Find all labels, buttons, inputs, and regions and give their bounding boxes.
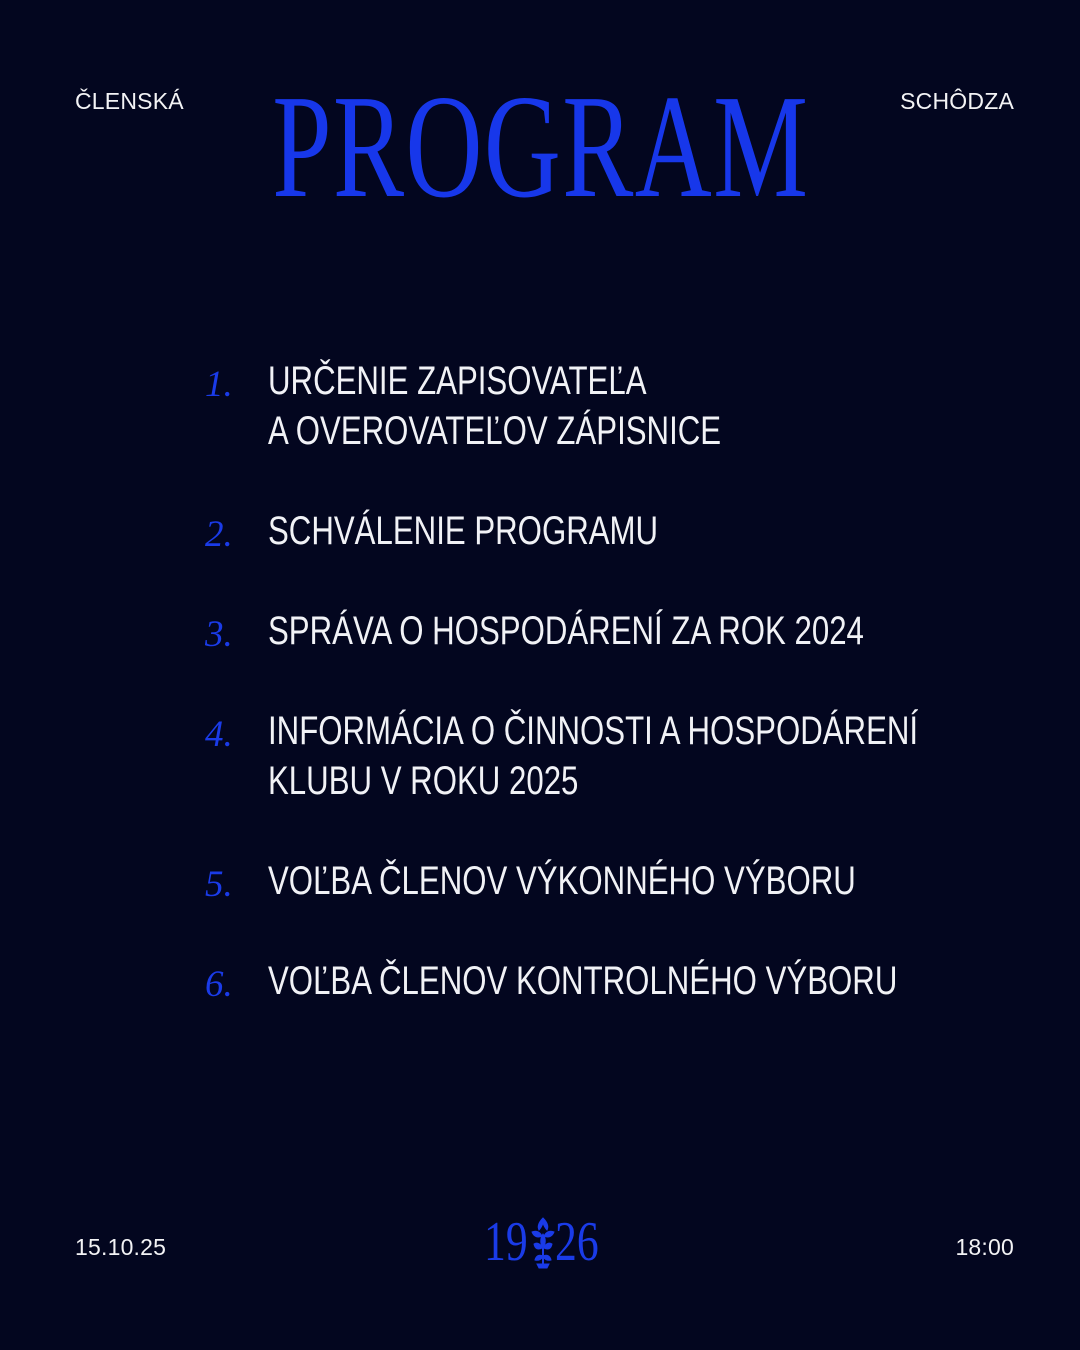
agenda-item-text (268, 356, 814, 456)
agenda-item-line: KLUBU V ROKU 2025 (268, 759, 579, 803)
agenda-item-number: 2. (205, 514, 233, 555)
agenda-item-line: VOĽBA ČLENOV KONTROLNÉHO VÝBORU (268, 959, 898, 1003)
page-title: PROGRAM (272, 65, 810, 229)
agenda-item-number: 5. (205, 864, 233, 905)
agenda-item-line: INFORMÁCIA O ČINNOSTI A HOSPODÁRENÍ (268, 709, 919, 753)
club-logo (484, 1212, 606, 1272)
agenda-item-number: 6. (205, 964, 233, 1005)
logo-digits-right: 26 (555, 1211, 599, 1273)
agenda-item-number: 1. (205, 364, 233, 405)
header-right-label: SCHÔDZA (900, 88, 1014, 114)
agenda-item-text (268, 506, 814, 556)
agenda-item-text (268, 606, 864, 656)
event-date: 15.10.25 (75, 1234, 167, 1260)
agenda-item-line: VOĽBA ČLENOV VÝKONNÉHO VÝBORU (268, 859, 856, 903)
floral-crest-icon (528, 1214, 558, 1270)
agenda-item-text (268, 856, 856, 906)
agenda-item-line: SPRÁVA O HOSPODÁRENÍ ZA ROK 2024 (268, 609, 864, 653)
header-left-label: ČLENSKÁ (75, 88, 184, 114)
agenda-item-line: A OVEROVATEĽOV ZÁPISNICE (268, 409, 722, 453)
agenda-item-line: URČENIE ZAPISOVATEĽA (268, 359, 647, 403)
agenda-item-number: 3. (205, 614, 233, 655)
agenda-item-line: SCHVÁLENIE PROGRAMU (268, 509, 659, 553)
agenda-item-text (268, 706, 919, 806)
agenda-item-number: 4. (205, 714, 233, 755)
event-time: 18:00 (955, 1234, 1014, 1260)
agenda-item-text (268, 956, 898, 1006)
logo-digits-left: 19 (484, 1211, 528, 1273)
